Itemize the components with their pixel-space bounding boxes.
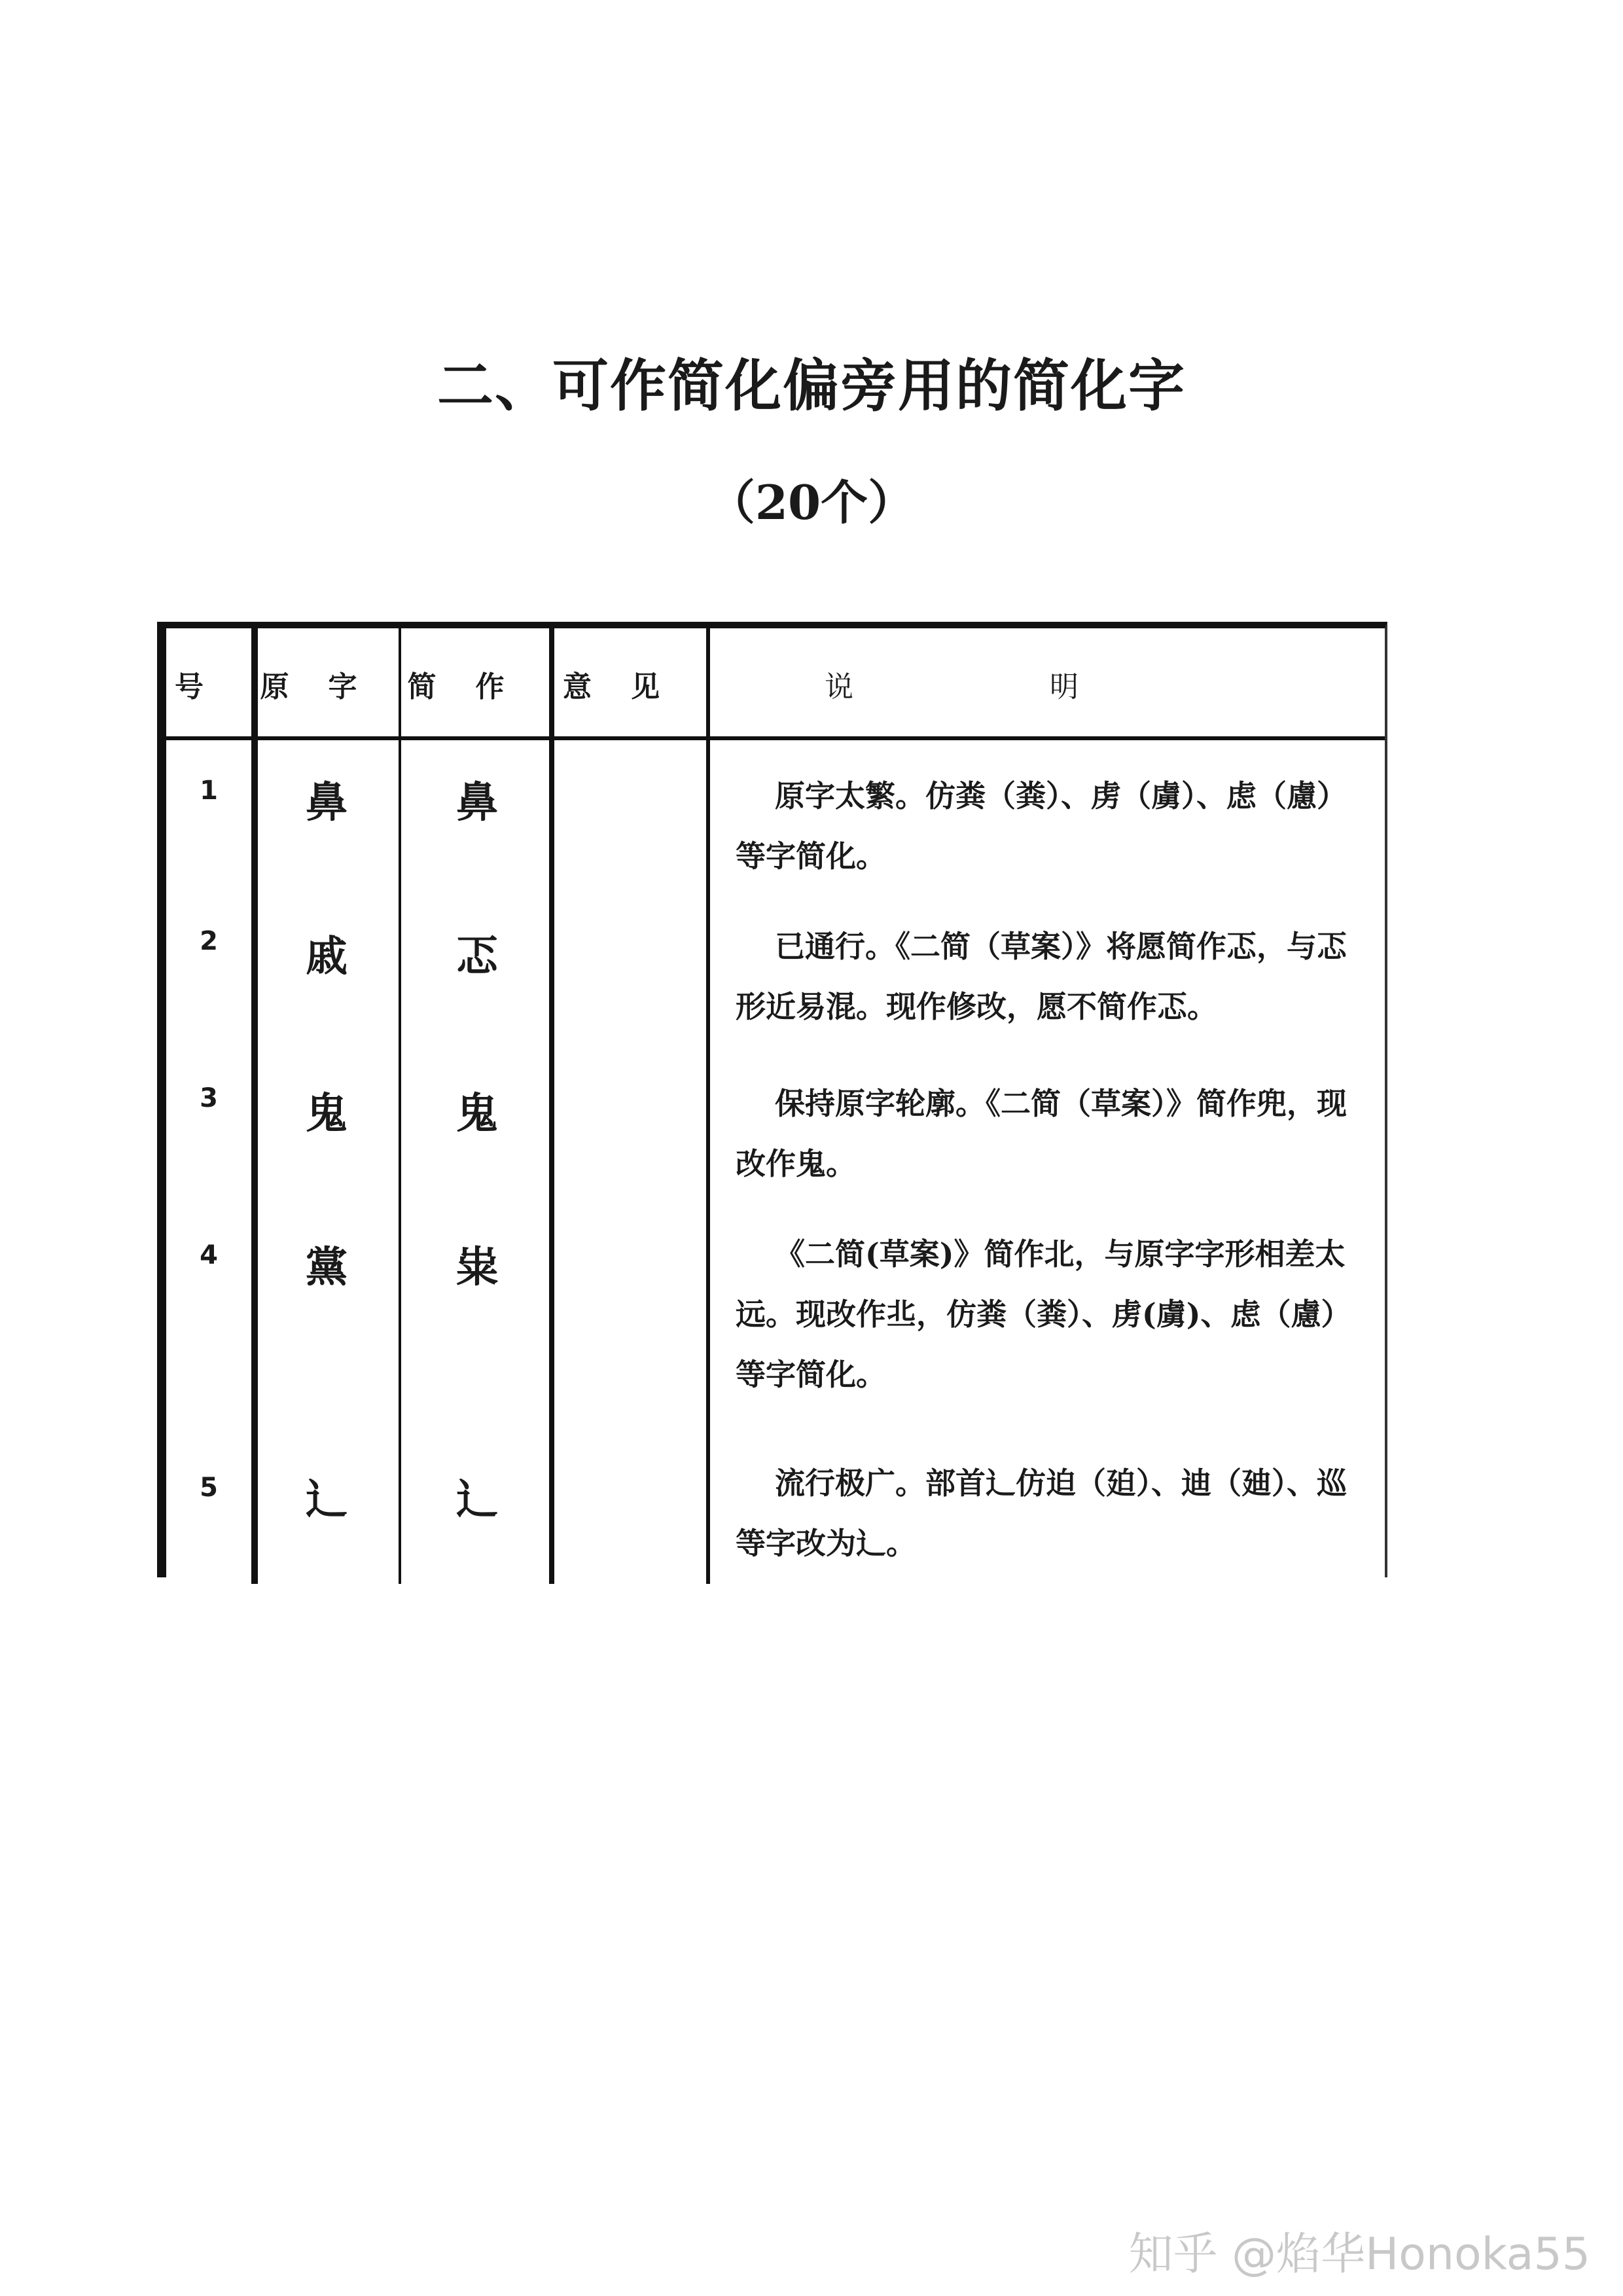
- row-number: 4: [200, 1240, 218, 1270]
- simplified-character: 辶: [456, 1476, 498, 1524]
- original-character: 辶: [306, 1476, 348, 1524]
- row-number: 2: [200, 926, 218, 956]
- header-simplified: 简作: [407, 670, 544, 704]
- column-divider: [251, 628, 258, 1584]
- header-number: 号: [175, 670, 243, 704]
- row-number: 1: [200, 776, 218, 806]
- original-character: 戚: [306, 933, 348, 981]
- watermark: 知乎 @焰华Honoka55: [1128, 2229, 1590, 2280]
- row-note: 已通行。《二简（草案）》将愿简作忑，与忑形近易混。现作修改，愿不简作忑。: [736, 929, 1347, 1024]
- header-opinion: 意见: [563, 670, 699, 704]
- row-note: 流行极广。部首辶仿迫（廹）、迪（廸）、巡等字改为辶。: [736, 1465, 1347, 1561]
- row-note: 《二简(草案)》简作北，与原字字形相差太远。现改作丠，仿粪（粪）、虏(虜)、虑（慮）等字简化。: [736, 1236, 1351, 1392]
- simplified-character: 鼻: [456, 779, 498, 827]
- simplified-character: 鬼: [456, 1090, 498, 1138]
- simplified-character: 粜: [456, 1244, 498, 1292]
- header-divider: [166, 736, 1385, 740]
- column-divider: [549, 628, 554, 1584]
- original-character: 黨: [306, 1244, 348, 1292]
- row-note: 保持原字轮廓。《二简（草案）》简作兜，现改作鬼。: [736, 1086, 1347, 1181]
- row-number: 5: [200, 1473, 218, 1503]
- header-original: 原字: [260, 670, 397, 704]
- simplified-character-table: [157, 622, 1387, 1577]
- page-title: 二、可作简化偏旁用的简化字: [437, 353, 1186, 419]
- header-note: 说明: [825, 670, 1275, 704]
- row-number: 3: [200, 1083, 218, 1113]
- simplified-character: 忑: [456, 933, 498, 981]
- column-divider: [706, 628, 710, 1584]
- original-character: 鬼: [306, 1090, 348, 1138]
- column-divider: [399, 628, 401, 1584]
- original-character: 鼻: [306, 779, 348, 827]
- row-note: 原字太繁。仿粪（粪）、虏（虜）、虑（慮）等字简化。: [736, 778, 1347, 874]
- item-count: （20个）: [707, 475, 916, 530]
